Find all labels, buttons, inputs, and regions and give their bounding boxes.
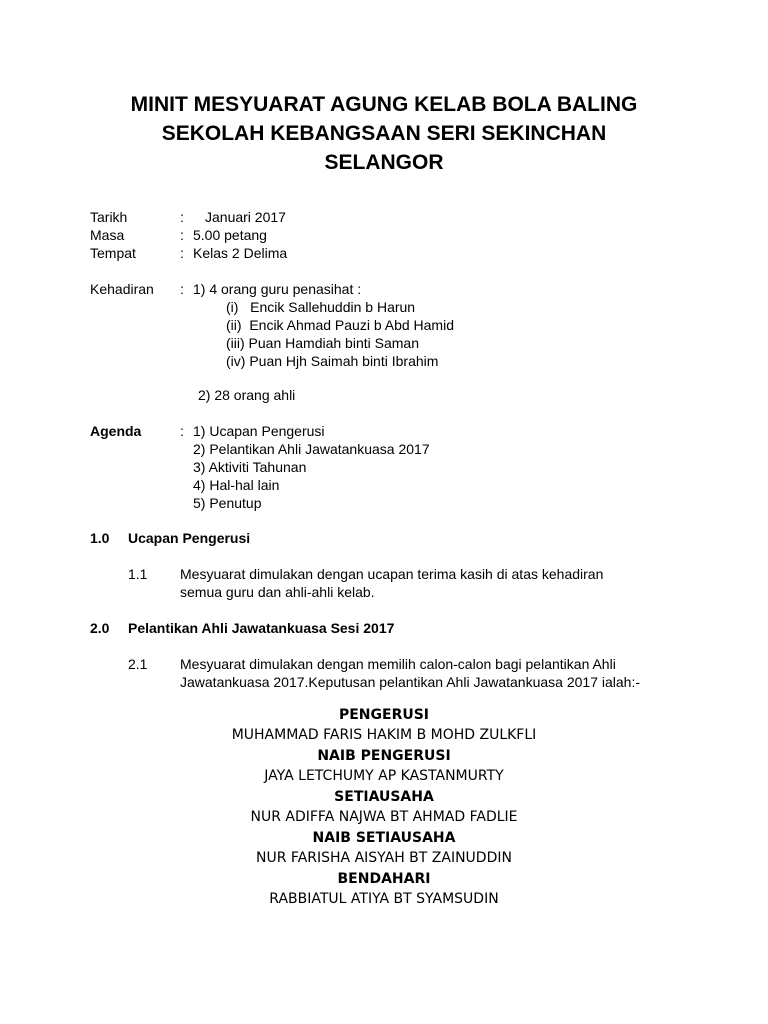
guru-item: (iii) Puan Hamdiah binti Saman bbox=[226, 335, 419, 351]
title-line-3: SELANGOR bbox=[324, 151, 444, 174]
committee-name: RABBIATUL ATIYA BT SYAMSUDIN bbox=[269, 891, 499, 907]
tempat-colon: : bbox=[180, 245, 184, 261]
section-2-number: 2.0 bbox=[90, 620, 110, 636]
section-2-1-line-1: Mesyuarat dimulakan dengan memilih calon-calon bagi pelantikan Ahli bbox=[180, 656, 616, 672]
section-1-1-line-2: semua guru dan ahli-ahli kelab. bbox=[180, 584, 375, 600]
committee-name: MUHAMMAD FARIS HAKIM B MOHD ZULKFLI bbox=[231, 727, 537, 743]
tempat-value: Kelas 2 Delima bbox=[193, 245, 288, 261]
tarikh-colon: : bbox=[180, 209, 184, 225]
committee-role: SETIAUSAHA bbox=[334, 789, 434, 805]
committee-list bbox=[0, 705, 768, 910]
guru-item: (ii) Encik Ahmad Pauzi b Abd Hamid bbox=[226, 317, 454, 333]
agenda-item: 2) Pelantikan Ahli Jawatankuasa 2017 bbox=[193, 441, 430, 457]
committee-role: PENGERUSI bbox=[338, 707, 430, 723]
agenda-label: Agenda bbox=[90, 423, 142, 439]
agenda-item: 5) Penutup bbox=[193, 495, 262, 511]
guru-item: (iv) Puan Hjh Saimah binti Ibrahim bbox=[226, 353, 439, 369]
agenda-colon: : bbox=[180, 423, 184, 439]
kehadiran-item-1: 1) 4 orang guru penasihat : bbox=[193, 281, 362, 297]
section-1-number: 1.0 bbox=[90, 530, 110, 546]
title-line-2: SEKOLAH KEBANGSAAN SERI SEKINCHAN bbox=[161, 122, 607, 145]
tarikh-value: Januari 2017 bbox=[205, 209, 286, 225]
masa-value: 5.00 petang bbox=[193, 227, 267, 243]
committee-name: JAYA LETCHUMY AP KASTANMURTY bbox=[264, 768, 504, 784]
tarikh-label: Tarikh bbox=[90, 209, 128, 225]
section-2-1-line-2: Jawatankuasa 2017.Keputusan pelantikan Ahli Jawatankuasa 2017 ialah:- bbox=[180, 674, 640, 690]
title-line-1: MINIT MESYUARAT AGUNG KELAB BOLA BALING bbox=[130, 93, 638, 116]
section-1-1-line-1: Mesyuarat dimulakan dengan ucapan terima kasih di atas kehadiran bbox=[180, 566, 604, 582]
agenda-item: 3) Aktiviti Tahunan bbox=[193, 459, 307, 475]
committee-name: NUR FARISHA AISYAH BT ZAINUDDIN bbox=[256, 850, 512, 866]
tempat-label: Tempat bbox=[90, 245, 136, 261]
section-2-heading: Pelantikan Ahli Jawatankuasa Sesi 2017 bbox=[128, 620, 395, 636]
document-title bbox=[0, 90, 768, 177]
section-1-1-number: 1.1 bbox=[128, 566, 148, 582]
kehadiran-colon: : bbox=[180, 281, 184, 297]
masa-label: Masa bbox=[90, 227, 125, 243]
section-2-1-number: 2.1 bbox=[128, 656, 148, 672]
committee-role: NAIB PENGERUSI bbox=[317, 748, 451, 764]
committee-name: NUR ADIFFA NAJWA BT AHMAD FADLIE bbox=[250, 809, 518, 825]
kehadiran-label: Kehadiran bbox=[90, 281, 154, 297]
section-1-heading: Ucapan Pengerusi bbox=[128, 530, 251, 546]
agenda-item: 1) Ucapan Pengerusi bbox=[193, 423, 325, 439]
masa-colon: : bbox=[180, 227, 184, 243]
kehadiran-item-2: 2) 28 orang ahli bbox=[198, 387, 296, 403]
committee-role: BENDAHARI bbox=[337, 871, 431, 887]
guru-item: (i) Encik Sallehuddin b Harun bbox=[226, 299, 416, 315]
committee-role: NAIB SETIAUSAHA bbox=[312, 830, 456, 846]
agenda-item: 4) Hal-hal lain bbox=[193, 477, 280, 493]
